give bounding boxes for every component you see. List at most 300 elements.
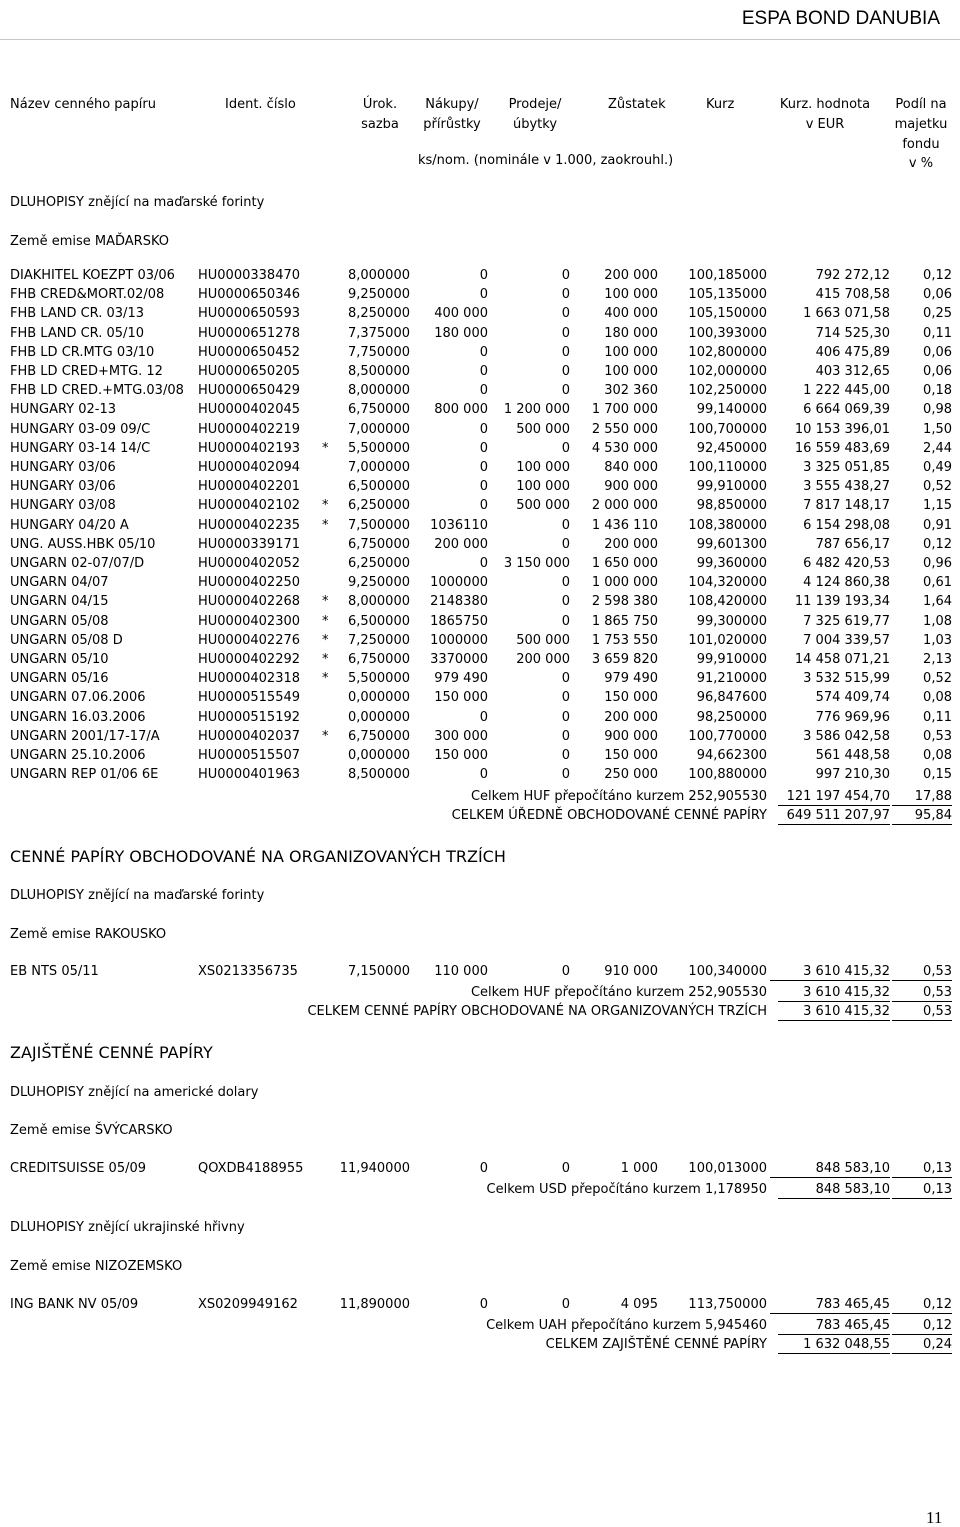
cell-share: 0,96: [923, 556, 952, 571]
cell-buy: 0: [479, 556, 488, 571]
cell-ident: HU0000402235: [198, 517, 301, 533]
cell-share: 0,15: [923, 767, 952, 783]
currency-group-heading: DLUHOPISY znějící ukrajinské hřivny: [10, 1220, 245, 1235]
cell-flag: *: [322, 498, 329, 514]
cell-value: 7 325 619,77: [803, 613, 890, 629]
cell-name: ING BANK NV 05/09: [10, 1297, 139, 1312]
cell-buy: 400 000: [434, 306, 488, 322]
cell-buy: 800 000: [434, 402, 488, 418]
subtotal-share: 0,13: [892, 1182, 952, 1199]
cell-rate: 6,750000: [347, 402, 410, 418]
cell-share: 0,53: [892, 964, 952, 981]
subtotal-label: Celkem HUF přepočítáno kurzem 252,905530: [470, 985, 767, 1000]
cell-balance: 900 000: [604, 479, 658, 495]
cell-share: 0,98: [923, 402, 952, 418]
cell-share: 0,52: [923, 479, 952, 495]
cell-value: 6 664 069,39: [803, 402, 890, 418]
cell-share: 0,91: [923, 517, 952, 533]
cell-sell: 200 000: [516, 652, 570, 667]
col-buy-header-line2: přírůstky: [423, 117, 481, 132]
cell-buy: 1036110: [430, 517, 488, 533]
cell-ident: HU0000338470: [198, 268, 301, 283]
cell-buy: 0: [479, 287, 488, 303]
cell-value: 787 656,17: [815, 536, 890, 552]
cell-share: 0,13: [892, 1161, 952, 1178]
cell-sell: 0: [561, 671, 570, 687]
col-ident-header: Ident. číslo: [225, 97, 296, 112]
cell-buy: 0: [479, 767, 488, 783]
cell-flag: *: [322, 594, 329, 610]
cell-ident: HU0000515507: [198, 748, 301, 763]
cell-sell: 0: [561, 268, 570, 283]
cell-ident: HU0000402219: [198, 421, 301, 437]
subtotal-value: 121 197 454,70: [778, 789, 890, 806]
cell-price: 99,300000: [696, 613, 767, 629]
cell-sell: 0: [561, 287, 570, 303]
cell-share: 1,08: [923, 613, 952, 629]
cell-sell: 0: [561, 709, 570, 725]
cell-balance: 200 000: [604, 536, 658, 552]
cell-buy: 1865750: [430, 613, 488, 629]
cell-balance: 180 000: [604, 325, 658, 341]
cell-share: 0,49: [923, 460, 952, 475]
cell-name: FHB LD CRED+MTG. 12: [10, 364, 163, 379]
cell-share: 0,18: [923, 383, 952, 399]
cell-value: 6 482 420,53: [803, 556, 890, 571]
cell-share: 2,13: [923, 652, 952, 667]
cell-value: 3 586 042,58: [803, 728, 890, 744]
cell-rate: 9,250000: [347, 287, 410, 303]
cell-name: FHB CRED&MORT.02/08: [10, 287, 165, 303]
cell-value: 7 817 148,17: [803, 498, 890, 514]
cell-balance: 250 000: [604, 767, 658, 783]
cell-price: 105,150000: [688, 306, 767, 322]
cell-rate: 8,500000: [347, 767, 410, 783]
cell-price: 99,910000: [696, 479, 767, 495]
cell-buy: 150 000: [434, 690, 488, 706]
cell-sell: 0: [561, 1297, 570, 1312]
cell-balance: 900 000: [604, 728, 658, 744]
cell-buy: 3370000: [430, 652, 488, 667]
cell-rate: 7,750000: [347, 344, 410, 360]
cell-ident: HU0000402045: [198, 402, 301, 418]
cell-ident: HU0000650429: [198, 383, 301, 399]
grand-total-value: 649 511 207,97: [778, 808, 890, 825]
grand-total-share: 0,24: [892, 1337, 952, 1354]
col-buy-header-line1: Nákupy/: [425, 97, 479, 112]
currency-group-heading: DLUHOPISY znějící na maďarské forinty: [10, 195, 265, 210]
country-heading: Země emise MAĎARSKO: [10, 234, 169, 249]
country-heading: Země emise RAKOUSKO: [10, 927, 167, 942]
cell-rate: 6,750000: [347, 652, 410, 667]
cell-ident: QOXDB4188955: [198, 1161, 304, 1176]
cell-ident: HU0000402292: [198, 652, 301, 667]
cell-name: HUNGARY 03-09 09/C: [10, 421, 151, 437]
grand-total-share: 95,84: [892, 808, 952, 825]
cell-value: 997 210,30: [815, 767, 890, 783]
col-value-header-line2: v EUR: [805, 117, 845, 132]
cell-sell: 0: [561, 748, 570, 763]
cell-share: 0,12: [923, 536, 952, 552]
subtotal-share: 17,88: [892, 789, 952, 806]
cell-rate: 6,250000: [347, 498, 410, 514]
cell-flag: *: [322, 632, 329, 648]
cell-ident: HU0000651278: [198, 325, 301, 341]
col-share-header-line4: v %: [908, 156, 934, 171]
report-header: [0, 0, 960, 40]
cell-value: 561 448,58: [815, 748, 890, 763]
cell-balance: 1 865 750: [591, 613, 658, 629]
cell-rate: 8,000000: [347, 383, 410, 399]
subtotal-value: 3 610 415,32: [778, 985, 890, 1002]
cell-price: 104,320000: [688, 575, 767, 591]
cell-price: 92,450000: [696, 440, 767, 456]
cell-balance: 1 000 000: [591, 575, 658, 591]
subtotal-label: Celkem HUF přepočítáno kurzem 252,905530: [470, 789, 767, 804]
cell-buy: 150 000: [434, 748, 488, 763]
currency-group-heading: DLUHOPISY znějící na americké dolary: [10, 1085, 259, 1100]
cell-sell: 500 000: [516, 498, 570, 514]
cell-name: HUNGARY 04/20 A: [10, 517, 129, 533]
cell-name: HUNGARY 03-14 14/C: [10, 440, 151, 456]
cell-value: 10 153 396,01: [794, 421, 890, 437]
cell-rate: 7,375000: [347, 325, 410, 341]
cell-value: 3 610 415,32: [770, 964, 890, 981]
cell-price: 100,770000: [688, 728, 767, 744]
cell-price: 98,250000: [696, 709, 767, 725]
cell-price: 100,700000: [688, 421, 767, 437]
cell-flag: *: [322, 517, 329, 533]
cell-ident: HU0000402300: [198, 613, 301, 629]
cell-name: DIAKHITEL KOEZPT 03/06: [10, 268, 175, 283]
cell-name: UNGARN 16.03.2006: [10, 709, 146, 725]
cell-rate: 11,890000: [339, 1297, 410, 1312]
cell-ident: HU0000650346: [198, 287, 301, 303]
cell-share: 0,53: [923, 728, 952, 744]
grand-total-label: CELKEM ÚŘEDNĚ OBCHODOVANÉ CENNÉ PAPÍRY: [451, 808, 767, 823]
cell-share: 0,08: [923, 748, 952, 763]
cell-share: 2,44: [923, 440, 952, 456]
cell-rate: 0,000000: [347, 690, 410, 706]
cell-share: 0,06: [923, 364, 952, 379]
cell-sell: 0: [561, 344, 570, 360]
grand-total-value: 1 632 048,55: [778, 1337, 890, 1354]
cell-value: 1 663 071,58: [803, 306, 890, 322]
cell-share: 1,64: [923, 594, 952, 610]
cell-buy: 110 000: [434, 964, 488, 979]
cell-price: 99,140000: [696, 402, 767, 418]
cell-sell: 500 000: [516, 421, 570, 437]
country-heading: Země emise ŠVÝCARSKO: [10, 1123, 173, 1138]
cell-value: 3 532 515,99: [803, 671, 890, 687]
cell-balance: 150 000: [604, 690, 658, 706]
cell-price: 100,185000: [688, 268, 767, 283]
cell-ident: HU0000402193: [198, 440, 301, 456]
cell-name: UNGARN REP 01/06 6E: [10, 767, 159, 783]
cell-ident: XS0213356735: [198, 964, 298, 979]
cell-sell: 0: [561, 517, 570, 533]
cell-name: FHB LD CR.MTG 03/10: [10, 344, 155, 360]
cell-sell: 0: [561, 613, 570, 629]
cell-share: 0,25: [923, 306, 952, 322]
cell-sell: 500 000: [516, 632, 570, 648]
cell-name: UNGARN 04/07: [10, 575, 109, 591]
cell-sell: 0: [561, 728, 570, 744]
cell-price: 108,420000: [688, 594, 767, 610]
cell-name: FHB LD CRED.+MTG.03/08: [10, 383, 184, 399]
cell-price: 100,340000: [688, 964, 767, 979]
col-share-header-line2: majetku: [894, 117, 948, 132]
cell-sell: 0: [561, 690, 570, 706]
cell-name: HUNGARY 02-13: [10, 402, 117, 418]
cell-rate: 6,500000: [347, 479, 410, 495]
fund-title: ESPA BOND DANUBIA: [741, 8, 940, 29]
col-value-header-line1: Kurz. hodnota: [779, 97, 871, 112]
cell-flag: *: [322, 652, 329, 667]
cell-balance: 400 000: [604, 306, 658, 322]
cell-name: HUNGARY 03/06: [10, 460, 116, 475]
cell-rate: 8,250000: [347, 306, 410, 322]
grand-total-value: 3 610 415,32: [778, 1004, 890, 1021]
cell-ident: HU0000402201: [198, 479, 301, 495]
cell-buy: 979 490: [434, 671, 488, 687]
cell-sell: 100 000: [516, 479, 570, 495]
cell-sell: 0: [561, 440, 570, 456]
subtotal-share: 0,53: [892, 985, 952, 1002]
cell-buy: 0: [479, 344, 488, 360]
cell-name: UNGARN 25.10.2006: [10, 748, 146, 763]
grand-total-share: 0,53: [892, 1004, 952, 1021]
grand-total-label: CELKEM ZAJIŠTĚNÉ CENNÉ PAPÍRY: [545, 1337, 767, 1352]
cell-sell: 0: [561, 1161, 570, 1176]
col-balance-header: Zůstatek: [608, 97, 666, 112]
cell-value: 16 559 483,69: [794, 440, 890, 456]
grand-total-label: CELKEM CENNÉ PAPÍRY OBCHODOVANÉ NA ORGANIZOVANÝCH TRZÍCH: [307, 1004, 767, 1019]
cell-flag: *: [322, 728, 329, 744]
cell-sell: 0: [561, 325, 570, 341]
cell-buy: 0: [479, 1297, 488, 1312]
cell-ident: HU0000401963: [198, 767, 301, 783]
cell-value: 792 272,12: [815, 268, 890, 283]
cell-share: 1,15: [923, 498, 952, 514]
currency-group-heading: DLUHOPISY znějící na maďarské forinty: [10, 888, 265, 903]
col-sell-header-line1: Prodeje/: [508, 97, 562, 112]
col-rate-header-line2: sazba: [361, 117, 399, 132]
cell-ident: HU0000650205: [198, 364, 301, 379]
cell-value: 574 409,74: [815, 690, 890, 706]
cell-flag: *: [322, 613, 329, 629]
cell-price: 102,250000: [688, 383, 767, 399]
cell-ident: HU0000402318: [198, 671, 301, 687]
cell-value: 4 124 860,38: [803, 575, 890, 591]
col-name-header: Název cenného papíru: [10, 97, 156, 112]
cell-rate: 5,500000: [347, 671, 410, 687]
cell-value: 3 325 051,85: [803, 460, 890, 475]
cell-balance: 1 436 110: [591, 517, 658, 533]
cell-share: 0,52: [923, 671, 952, 687]
cell-sell: 0: [561, 594, 570, 610]
subtotal-value: 783 465,45: [778, 1318, 890, 1335]
section-heading: ZAJIŠTĚNÉ CENNÉ PAPÍRY: [10, 1043, 213, 1062]
cell-price: 100,880000: [688, 767, 767, 783]
cell-buy: 0: [479, 479, 488, 495]
cell-value: 776 969,96: [815, 709, 890, 725]
cell-price: 99,601300: [696, 536, 767, 552]
cell-ident: HU0000402037: [198, 728, 301, 744]
cell-sell: 0: [561, 575, 570, 591]
cell-value: 848 583,10: [770, 1161, 890, 1178]
cell-ident: HU0000402268: [198, 594, 301, 610]
cell-price: 91,210000: [696, 671, 767, 687]
col-share-header-line3: fondu: [902, 137, 940, 152]
cell-sell: 0: [561, 536, 570, 552]
cell-balance: 1 650 000: [591, 556, 658, 571]
cell-name: UNGARN 05/08 D: [10, 632, 123, 648]
cell-share: 0,12: [892, 1297, 952, 1314]
cell-sell: 3 150 000: [503, 556, 570, 571]
cell-rate: 0,000000: [347, 748, 410, 763]
cell-flag: *: [322, 671, 329, 687]
subtotal-label: Celkem UAH přepočítáno kurzem 5,945460: [486, 1318, 767, 1333]
cell-balance: 2 598 380: [591, 594, 658, 610]
cell-balance: 100 000: [604, 344, 658, 360]
cell-sell: 0: [561, 767, 570, 783]
cell-ident: HU0000515192: [198, 709, 301, 725]
units-note: ks/nom. (nominále v 1.000, zaokrouhl.): [418, 153, 674, 168]
cell-share: 0,12: [923, 268, 952, 283]
col-share-header-line1: Podíl na: [895, 97, 947, 112]
cell-buy: 0: [479, 460, 488, 475]
cell-name: CREDITSUISSE 05/09: [10, 1161, 147, 1176]
cell-buy: 0: [479, 709, 488, 725]
cell-price: 102,000000: [688, 364, 767, 379]
cell-name: FHB LAND CR. 05/10: [10, 325, 144, 341]
cell-value: 3 555 438,27: [803, 479, 890, 495]
cell-balance: 1 000: [620, 1161, 658, 1176]
cell-name: HUNGARY 03/08: [10, 498, 116, 514]
cell-buy: 0: [479, 421, 488, 437]
cell-rate: 6,250000: [347, 556, 410, 571]
cell-share: 0,08: [923, 690, 952, 706]
cell-balance: 100 000: [604, 287, 658, 303]
cell-rate: 7,150000: [347, 964, 410, 979]
cell-sell: 0: [561, 964, 570, 979]
cell-price: 105,135000: [688, 287, 767, 303]
cell-buy: 0: [479, 1161, 488, 1176]
cell-value: 783 465,45: [770, 1297, 890, 1314]
cell-value: 714 525,30: [815, 325, 890, 341]
cell-buy: 180 000: [434, 325, 488, 341]
cell-ident: HU0000402276: [198, 632, 301, 648]
cell-share: 0,06: [923, 344, 952, 360]
col-rate-header-line1: Úrok.: [362, 97, 398, 112]
cell-balance: 1 700 000: [591, 402, 658, 418]
cell-flag: *: [322, 440, 329, 456]
cell-value: 1 222 445,00: [803, 383, 890, 399]
col-sell-header-line2: úbytky: [512, 117, 558, 132]
cell-price: 100,110000: [688, 460, 767, 475]
cell-name: UNGARN 04/15: [10, 594, 109, 610]
header-divider: [0, 39, 960, 40]
cell-name: UNGARN 05/10: [10, 652, 109, 667]
cell-buy: 200 000: [434, 536, 488, 552]
cell-name: UNG. AUSS.HBK 05/10: [10, 536, 156, 552]
cell-balance: 100 000: [604, 364, 658, 379]
col-price-header: Kurz: [706, 97, 735, 112]
cell-value: 7 004 339,57: [803, 632, 890, 648]
cell-price: 100,013000: [688, 1161, 767, 1176]
cell-ident: HU0000515549: [198, 690, 301, 706]
cell-balance: 1 753 550: [591, 632, 658, 648]
cell-balance: 200 000: [604, 268, 658, 283]
cell-value: 11 139 193,34: [794, 594, 890, 610]
cell-sell: 1 200 000: [503, 402, 570, 418]
cell-rate: 0,000000: [347, 709, 410, 725]
cell-rate: 7,250000: [347, 632, 410, 648]
cell-name: UNGARN 05/16: [10, 671, 109, 687]
cell-buy: 0: [479, 440, 488, 456]
cell-price: 96,847600: [696, 690, 767, 706]
cell-buy: 2148380: [430, 594, 488, 610]
cell-balance: 840 000: [604, 460, 658, 475]
cell-balance: 2 000 000: [591, 498, 658, 514]
cell-price: 100,393000: [688, 325, 767, 341]
subtotal-share: 0,12: [892, 1318, 952, 1335]
cell-balance: 200 000: [604, 709, 658, 725]
cell-buy: 1000000: [430, 575, 488, 591]
cell-ident: HU0000402102: [198, 498, 301, 514]
cell-price: 99,360000: [696, 556, 767, 571]
cell-balance: 4 530 000: [591, 440, 658, 456]
cell-ident: HU0000402052: [198, 556, 301, 571]
cell-name: UNGARN 2001/17-17/A: [10, 728, 160, 744]
country-heading: Země emise NIZOZEMSKO: [10, 1259, 183, 1274]
cell-share: 0,11: [923, 709, 952, 725]
cell-balance: 302 360: [604, 383, 658, 399]
cell-sell: 0: [561, 364, 570, 379]
cell-balance: 910 000: [604, 964, 658, 979]
cell-buy: 1000000: [430, 632, 488, 648]
cell-sell: 0: [561, 306, 570, 322]
cell-balance: 2 550 000: [591, 421, 658, 437]
cell-price: 94,662300: [696, 748, 767, 763]
cell-share: 0,06: [923, 287, 952, 303]
cell-name: EB NTS 05/11: [10, 964, 99, 979]
cell-balance: 4 095: [620, 1297, 658, 1312]
cell-ident: XS0209949162: [198, 1297, 298, 1312]
cell-price: 102,800000: [688, 344, 767, 360]
cell-price: 98,850000: [696, 498, 767, 514]
cell-value: 415 708,58: [815, 287, 890, 303]
cell-ident: HU0000650593: [198, 306, 301, 322]
cell-price: 113,750000: [688, 1297, 767, 1312]
cell-name: FHB LAND CR. 03/13: [10, 306, 144, 322]
cell-value: 6 154 298,08: [803, 517, 890, 533]
cell-rate: 6,500000: [347, 613, 410, 629]
cell-price: 99,910000: [696, 652, 767, 667]
cell-rate: 6,750000: [347, 536, 410, 552]
cell-sell: 0: [561, 383, 570, 399]
cell-ident: HU0000339171: [198, 536, 301, 552]
cell-rate: 6,750000: [347, 728, 410, 744]
subtotal-label: Celkem USD přepočítáno kurzem 1,178950: [486, 1182, 767, 1197]
subtotal-value: 848 583,10: [778, 1182, 890, 1199]
cell-share: 1,03: [923, 632, 952, 648]
cell-rate: 9,250000: [347, 575, 410, 591]
cell-rate: 8,000000: [347, 268, 410, 283]
cell-rate: 11,940000: [339, 1161, 410, 1176]
cell-share: 0,11: [923, 325, 952, 341]
